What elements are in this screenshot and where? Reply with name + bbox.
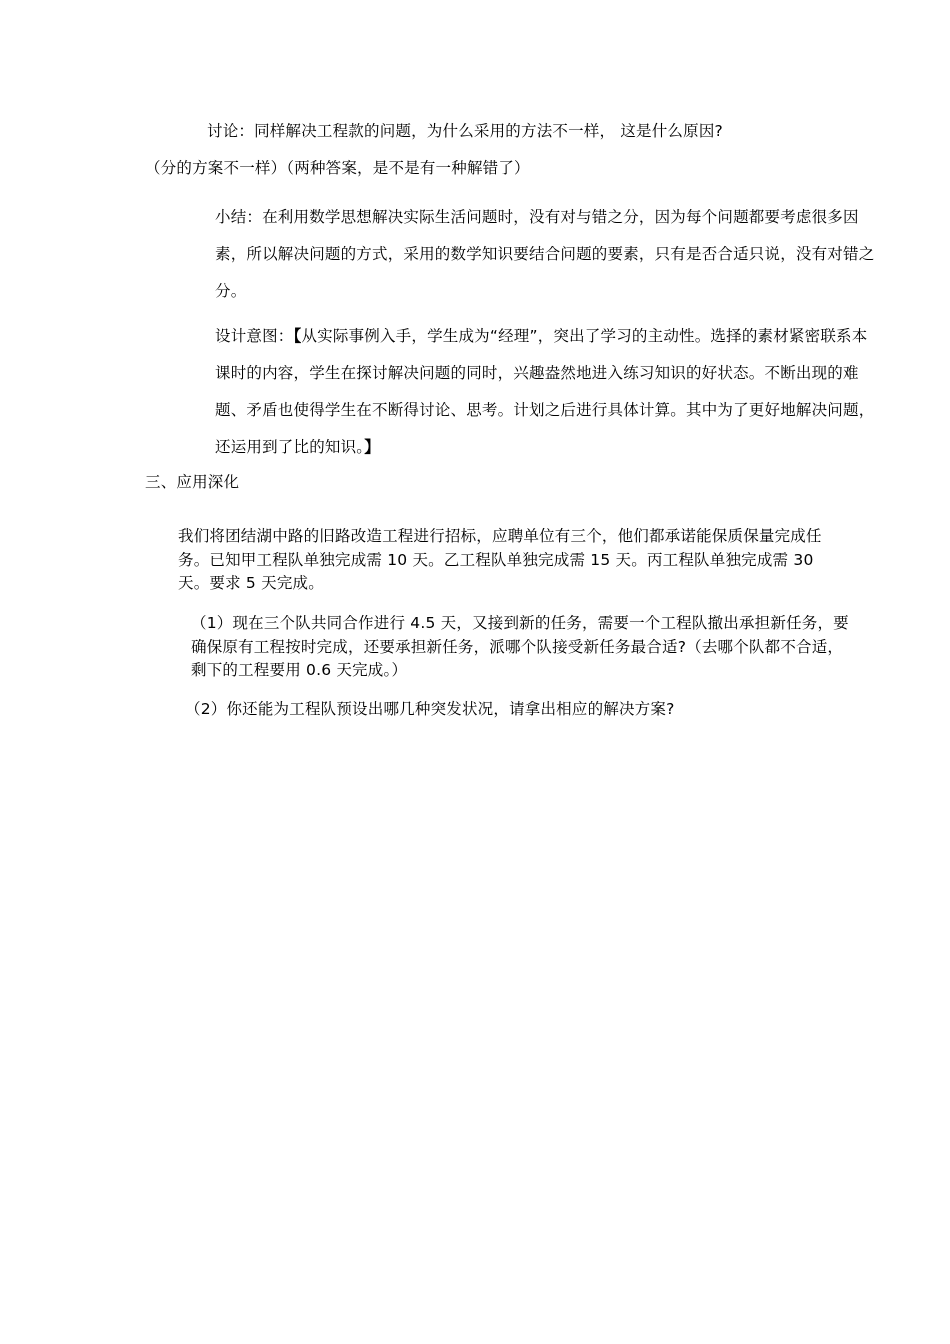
discussion-paragraph [145,113,810,187]
design-intent-paragraph [145,318,880,466]
section-heading: 三、应用深化 [145,473,240,491]
question-2: （2）你还能为工程队预设出哪几种突发状况，请拿出相应的解决方案? [185,700,675,718]
design-intent-label: 设计意图： [215,327,294,345]
discussion-question: 讨论：同样解决工程款的问题，为什么采用的方法不一样， 这是什么原因? [207,122,723,140]
design-intent-text: 从实际事例入手，学生成为“经理”，突出了学习的主动性。选择的素材紧密联系本课时的内容，学生在探讨解决问题的同时，兴趣盎然地进入练习知识的好状态。不断出现的难题、矛盾也使得学生在不断得讨论、思考。计划之后进行具体计算。其中为了更好地解决问题，还运用到了比的知识。 [215,327,875,456]
summary-paragraph: 小结：在利用数学思想解决实际生活问题时，没有对与错之分，因为每个问题都要考虑很多因素，所以解决问题的方式，采用的数学知识要结合问题的要素，只有是否合适只说，没有对错之分。 [215,208,875,300]
design-open-bracket: 【 [293,327,302,345]
question-1: （1）现在三个队共同合作进行 4.5 天，又接到新的任务，需要一个工程队撤出承担新任务，要确保原有工程按时完成，还要承担新任务，派哪个队接受新任务最合适?（去哪个队都不合适，剩下的工程要用 0.6 天完成。） [191,614,849,679]
design-close-bracket: 】 [364,438,380,456]
discussion-answer: （分的方案不一样）（两种答案，是不是有一种解错了） [145,159,530,177]
problem-paragraph: 我们将团结湖中路的旧路改造工程进行招标，应聘单位有三个，他们都承诺能保质保量完成任务。已知甲工程队单独完成需 10 天。乙工程队单独完成需 15 天。丙工程队单独完成需 30 天。要求 5 天完成。 [178,527,822,592]
